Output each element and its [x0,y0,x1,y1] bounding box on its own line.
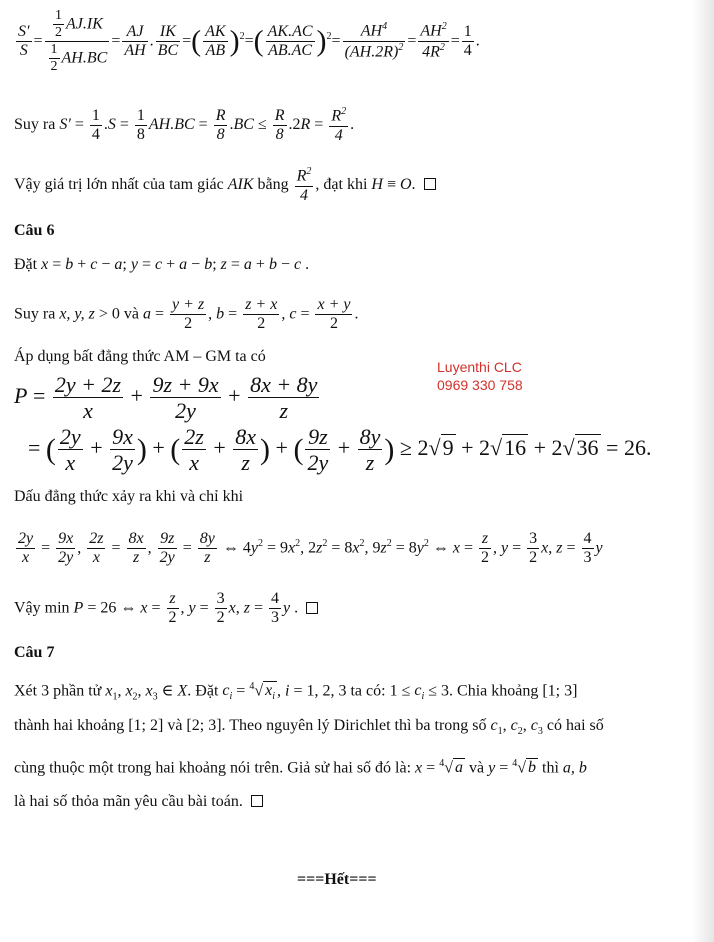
heading-cau-7: Câu 7 [14,644,55,661]
conclusion-min-p: Vậy min P = 26 ⇔ x = $\frac{z}{2}$ , y = $\frac{3}{2}$ x, z = $\frac{4}{3}$ y . [14,590,318,628]
substitution-line: Đặt x = b + c − a; y = c + a − b; z = a + b − c . [14,256,310,273]
qed-box-icon [424,178,436,190]
qed-box-icon [306,602,318,614]
page-edge-shadow [692,0,714,942]
cau7-line-2: thành hai khoảng [1; 2] và [2; 3]. Theo nguyên lý Dirichlet thì ba trong số $c_1$, $c_2$, $c_3$ có hai số [14,717,604,738]
cau7-line-4: là hai số thỏa mãn yêu cầu bài toán. [14,794,263,810]
equality-condition-intro: Dấu đẳng thức xảy ra khi và chỉ khi [14,488,244,505]
formula-equality: $\frac{2y}{x}$ = $\frac{9x}{2y}$ , $\frac{2z}{x}$ = $\frac{8x}{z}$ , $\frac{9z}{2y}$ = $\frac{8y}{z}$ ⇔ $4y^2 = 9x^2$, $2z^2 = 8x^2$, $9z^2 = 8y^2$ ⇔ x = $\frac{z}{2}$ , y = $\frac{3}{2}$ x, z = $\frac{4}{3}$ y [18,530,603,567]
conclusion-max-area: Vậy giá trị lớn nhất của tam giác AIK bằng $\frac{R^2}{4}$ , đạt khi H ≡ O. [14,166,436,205]
cau7-line-3: cùng thuộc một trong hai khoảng nói trên. Giả sử hai số đó là: x = $^4$√ a và y = $^4$√ b thì a, b [14,758,587,777]
formula-area-bound: Suy ra S′ = $\frac{1}{4}$ .S = $\frac{1}{8}$ AH.BC = $\frac{R}{8}$ .BC ≤ $\frac{R}{8}$ .2R = $\frac{R^2}{4}$ . [14,106,355,144]
formula-p-bound: = ( $\frac{2y}{x}$ + $\frac{9x}{2y}$ ) + ( $\frac{2z}{x}$ + $\frac{8x}{z}$ ) + ( $\frac{9z}{2y}$ + $\frac{8y}{z}$ ) ≥ 2√9 + 2√16 + 2√36 = 26. [28,424,652,476]
text-suy-ra: Suy ra [14,116,56,134]
formula-p-definition: P = $\frac{2y + 2z}{x}$ + $\frac{9z + 9x}{2y}$ + $\frac{8x + 8y}{z}$ [14,372,318,424]
cau7-line-1: Xét 3 phần tử $x_1$, $x_2$, $x_3$ ∈ X. Đặt $c_i = ^4√$ $x_i$ , i = 1, 2, 3 ta có: $1 \le c_i \le 3$. Chia khoảng [1; 3] [14,681,578,703]
end-marker: ===Hết=== [297,871,377,888]
qed-box-icon [251,795,263,807]
formula-ratio: $\frac{S'}{S}$ = $\frac{1}{2}$ AJ.IK $\frac{1}{2}$ AH.BC = $\frac{AJ}{AH}$ . $\frac{IK}{BC}$ =( $\frac{AK}{AB}$ )$^2$=( $\frac{AK.AC}{AB.AC}$ )$^2$= $\frac{AH^4}{(AH.2R)^2}$ = $\frac{AH^2}{4R^2}$ = $\frac{1}{4}$ . [18,8,480,75]
inverse-substitution-line: Suy ra x, y, z > 0 và a = $\frac{y + z}{2}$ , b = $\frac{z + x}{2}$ , c = $\frac{x + y}{2}$ . [14,296,359,333]
am-gm-intro: Áp dụng bất đẳng thức AM – GM ta có [14,348,266,365]
stamp-name: Luyenthi CLC [437,359,522,375]
stamp-phone: 0969 330 758 [437,376,523,393]
watermark-stamp [437,359,523,394]
heading-cau-6: Câu 6 [14,222,55,239]
